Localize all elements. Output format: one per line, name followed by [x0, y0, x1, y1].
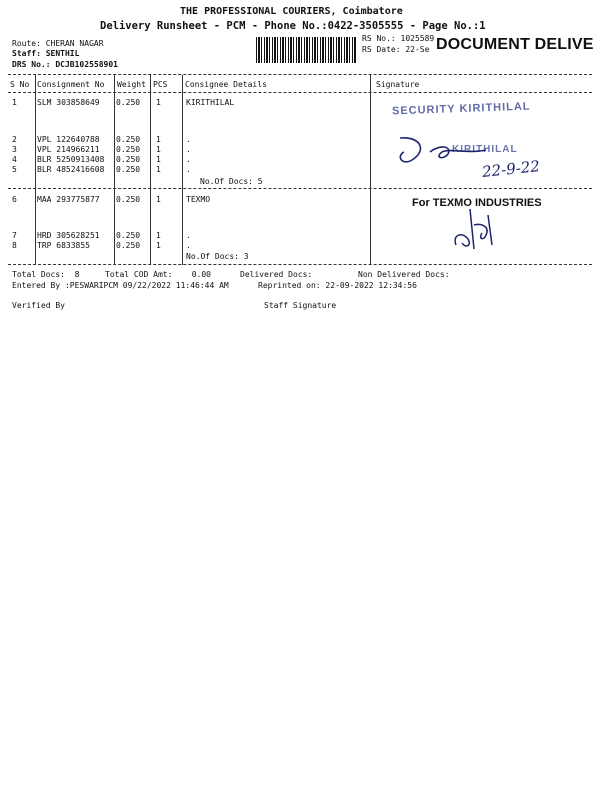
row-sno: 7	[12, 231, 17, 240]
row-consignment: VPL 214966211	[37, 145, 100, 154]
drs-number: DRS No.: DCJB102558901	[12, 60, 118, 69]
row-details: .	[186, 231, 191, 240]
row-weight: 0.250	[116, 195, 141, 204]
col-header-sno: S No	[10, 80, 30, 89]
row-pcs: 1	[156, 98, 161, 107]
row-weight: 0.250	[116, 165, 141, 174]
row-details: .	[186, 155, 191, 164]
kirithilal-stamp-bottom: KIRITHILAL	[452, 144, 518, 155]
rs-number: RS No.: 1025589	[362, 34, 435, 43]
row-details: .	[186, 165, 191, 174]
table-top-rule	[8, 74, 592, 75]
barcode	[256, 37, 356, 63]
row-details: .	[186, 241, 191, 250]
group-doc-count: No.Of Docs: 3	[186, 252, 249, 261]
verified-by: Verified By	[12, 301, 65, 310]
row-weight: 0.250	[116, 155, 141, 164]
staff-signature: Staff Signature	[264, 301, 337, 310]
header-bottom-rule	[8, 92, 592, 93]
kirithilal-stamp-top: SECURITY KIRITHILAL	[391, 100, 531, 118]
row-pcs: 1	[156, 195, 161, 204]
row-pcs: 1	[156, 241, 161, 250]
row-weight: 0.250	[116, 135, 141, 144]
row-sno: 5	[12, 165, 17, 174]
table-bottom-rule	[8, 264, 592, 265]
row-details: TEXMO	[186, 195, 211, 204]
row-sno: 1	[12, 98, 17, 107]
total-docs: Total Docs: 8	[12, 270, 80, 279]
route-label: Route: CHERAN NAGAR	[12, 39, 104, 48]
delivered-docs: Delivered Docs:	[240, 270, 313, 279]
col-header-signature: Signature	[376, 80, 420, 89]
table-row	[0, 231, 600, 241]
entered-by: Entered By :PESWARIPCM 09/22/2022 11:46:44 AM	[12, 281, 229, 290]
texmo-signature-icon	[448, 205, 508, 253]
row-weight: 0.250	[116, 98, 141, 107]
col-header-pcs: PCS	[153, 80, 168, 89]
row-sno: 8	[12, 241, 17, 250]
row-consignment: SLM 303858649	[37, 98, 100, 107]
row-sno: 4	[12, 155, 17, 164]
total-cod: Total COD Amt: 0.00	[105, 270, 211, 279]
row-consignment: BLR 5250913408	[37, 155, 105, 164]
runsheet-subtitle: Delivery Runsheet - PCM - Phone No.:0422-3505555 - Page No.:1	[100, 20, 486, 32]
group-doc-count: No.Of Docs: 5	[200, 177, 263, 186]
row-consignment: HRD 305628251	[37, 231, 100, 240]
row-pcs: 1	[156, 231, 161, 240]
col-header-weight: Weight	[117, 80, 146, 89]
texmo-stamp: For TEXMO INDUSTRIES	[412, 197, 542, 209]
staff-label: Staff: SENTHIL	[12, 49, 80, 58]
row-consignment: MAA 293775877	[37, 195, 100, 204]
row-weight: 0.250	[116, 241, 141, 250]
row-consignment: BLR 4852416608	[37, 165, 105, 174]
document-delivered-stamp: DOCUMENT DELIVE	[436, 36, 594, 53]
row-consignment: VPL 122640788	[37, 135, 100, 144]
row-pcs: 1	[156, 165, 161, 174]
col-header-consignment: Consignment No	[37, 80, 105, 89]
table-row	[0, 241, 600, 251]
company-title: THE PROFESSIONAL COURIERS, Coimbatore	[180, 6, 403, 17]
row-sno: 2	[12, 135, 17, 144]
row-sno: 6	[12, 195, 17, 204]
reprinted-on: Reprinted on: 22-09-2022 12:34:56	[258, 281, 417, 290]
row-consignment: TRP 6833855	[37, 241, 90, 250]
row-weight: 0.250	[116, 231, 141, 240]
row-pcs: 1	[156, 135, 161, 144]
row-details: .	[186, 145, 191, 154]
row-sno: 3	[12, 145, 17, 154]
non-delivered-docs: Non Delivered Docs:	[358, 270, 450, 279]
row-details: .	[186, 135, 191, 144]
handwritten-date: 22-9-22	[481, 157, 541, 181]
col-header-consignee: Consignee Details	[185, 80, 267, 89]
group-separator	[8, 188, 592, 189]
row-details: KIRITHILAL	[186, 98, 235, 107]
row-weight: 0.250	[116, 145, 141, 154]
row-pcs: 1	[156, 145, 161, 154]
rs-date: RS Date: 22-Se	[362, 45, 430, 54]
row-pcs: 1	[156, 155, 161, 164]
